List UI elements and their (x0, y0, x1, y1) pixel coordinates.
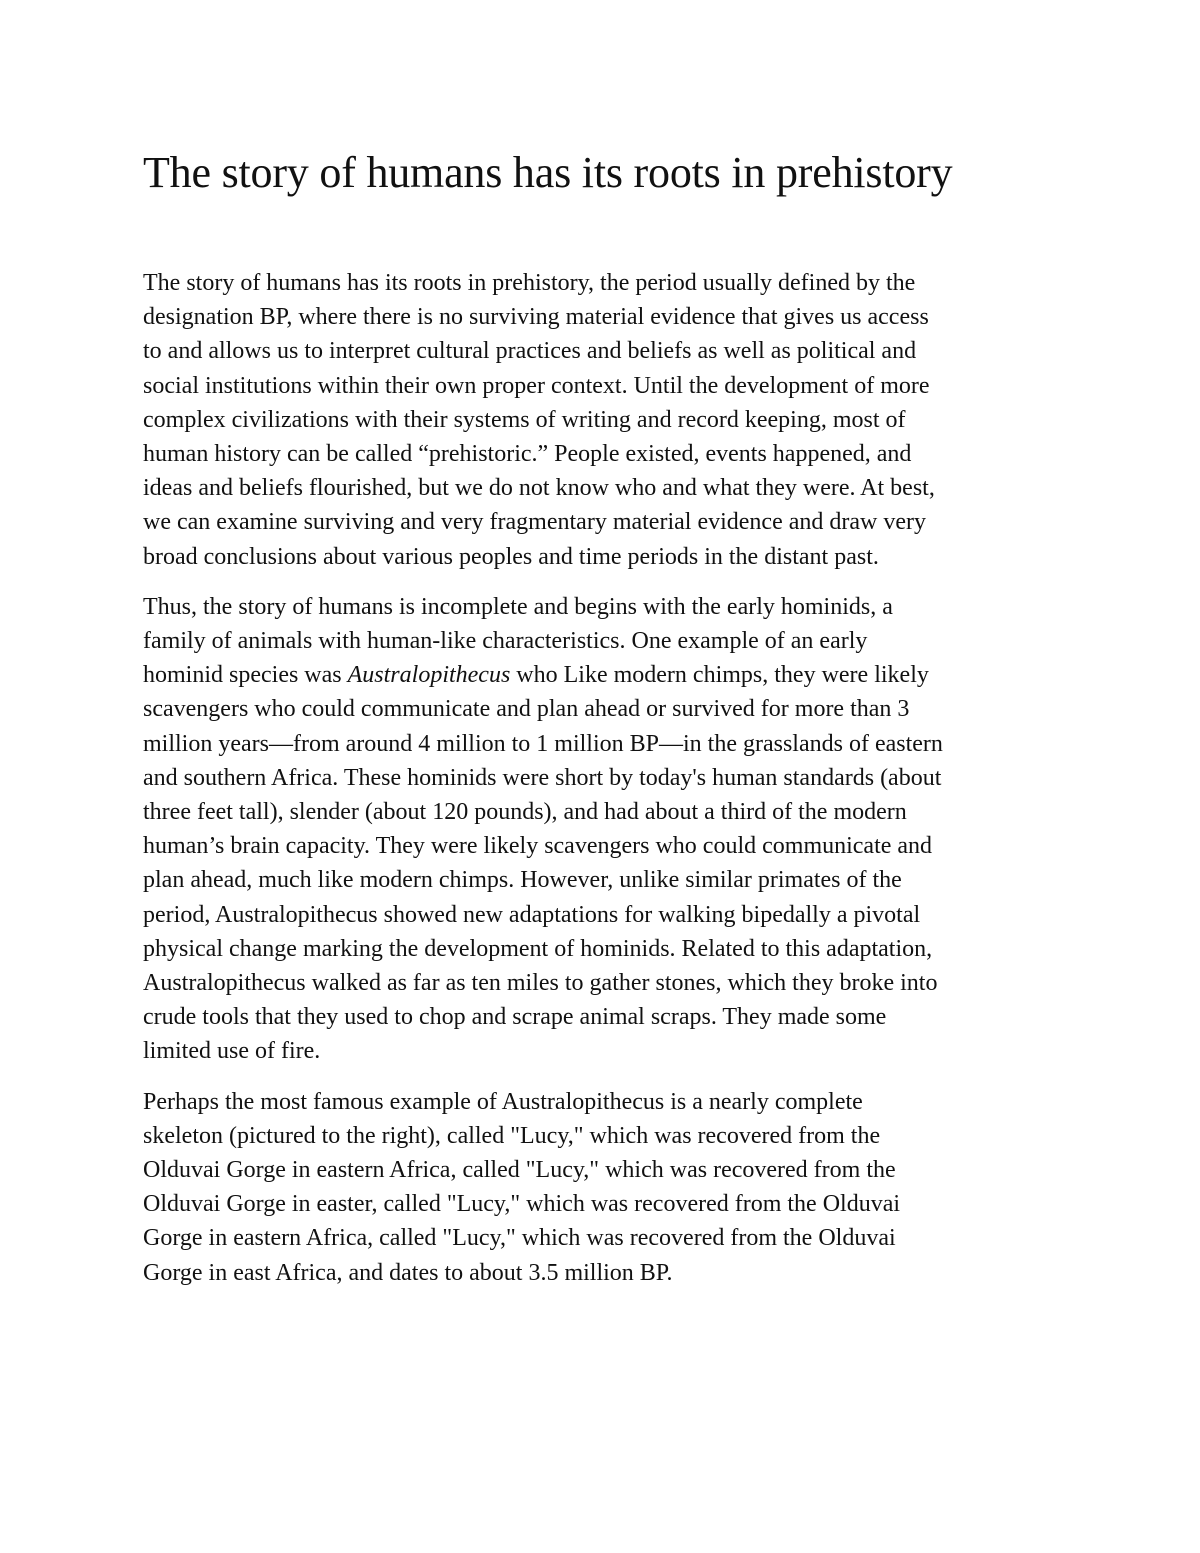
paragraph-3 (143, 1085, 1073, 1290)
text-line: and southern Africa. These hominids were short by today's human standards (about (143, 764, 942, 791)
text-line: million years—from around 4 million to 1 million BP—in the grasslands of eastern (143, 730, 943, 757)
text-line: designation BP, where there is no surviving material evidence that gives us access (143, 304, 929, 331)
text-line: plan ahead, much like modern chimps. However, unlike similar primates of the (143, 867, 902, 894)
text-line: Australopithecus walked as far as ten miles to gather stones, which they broke into (143, 970, 938, 997)
text-line: to and allows us to interpret cultural practices and beliefs as well as political and (143, 338, 917, 365)
text-line: broad conclusions about various peoples and time periods in the distant past. (143, 543, 879, 570)
text-line: we can examine surviving and very fragmentary material evidence and draw very (143, 509, 926, 536)
document-title: The story of humans has its roots in prehistory (143, 148, 953, 197)
text-line: scavengers who could communicate and plan ahead or survived for more than 3 (143, 696, 910, 723)
text-line: Perhaps the most famous example of Australopithecus is a nearly complete (143, 1088, 863, 1115)
text-line: skeleton (pictured to the right), called "Lucy," which was recovered from the (143, 1122, 881, 1149)
text-line: three feet tall), slender (about 120 pounds), and had about a third of the modern (143, 799, 907, 826)
text-line: period, Australopithecus showed new adaptations for walking bipedally a pivotal (143, 901, 921, 928)
text-line: The story of humans has its roots in prehistory, the period usually defined by the (143, 270, 916, 296)
text-line: ideas and beliefs flourished, but we do not know who and what they were. At best, (143, 475, 935, 502)
document-body (143, 266, 1073, 1306)
text-line: Olduvai Gorge in eastern Africa, called "Lucy," which was recovered from the (143, 1157, 896, 1184)
text-line: complex civilizations with their systems of writing and record keeping, most of (143, 406, 906, 433)
paragraph-1 (143, 266, 1073, 574)
text-line: physical change marking the development of hominids. Related to this adaptation, (143, 935, 933, 962)
text-line: human history can be called “prehistoric.” People existed, events happened, and (143, 441, 912, 468)
paragraph-2 (143, 590, 1073, 1069)
text-line (143, 658, 1073, 692)
text-line: Gorge in east Africa, and dates to about 3.5 million BP. (143, 1259, 673, 1286)
text-line: crude tools that they used to chop and scrape animal scraps. They made some (143, 1004, 887, 1031)
text-segment: hominid species was (143, 662, 348, 689)
text-line: Gorge in eastern Africa, called "Lucy," which was recovered from the Olduvai (143, 1225, 896, 1252)
text-line: social institutions within their own proper context. Until the development of more (143, 372, 930, 399)
text-line: Thus, the story of humans is incomplete and begins with the early hominids, a (143, 593, 893, 620)
text-line: limited use of fire. (143, 1038, 321, 1065)
text-segment: who Like modern chimps, they were likely (510, 662, 929, 689)
text-line: human’s brain capacity. They were likely scavengers who could communicate and (143, 833, 933, 860)
italic-term: Australopithecus (347, 662, 511, 689)
text-line: family of animals with human-like characteristics. One example of an early (143, 628, 868, 655)
text-line: Olduvai Gorge in easter, called "Lucy," which was recovered from the Olduvai (143, 1191, 901, 1218)
